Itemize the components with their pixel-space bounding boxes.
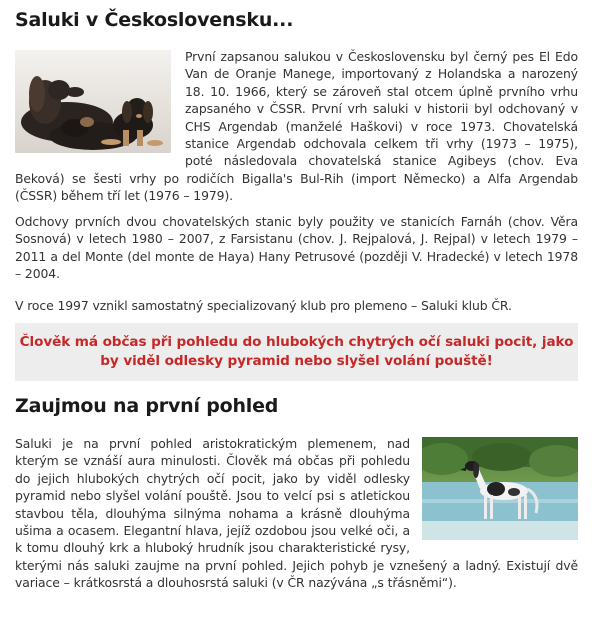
first-look-paragraph: Saluki je na první pohled aristokratickým plemenem, nad kterým se vznáší aura minulosti. Člověk má občas při pohledu do jejich hlubokých chytrých očí pocit, jako by viděl odlesky pyramid nebo slyšel volání pouště. Jsou to velcí psi s atletickou stavbou těla, dlouhýma silnýma nohama a krásně dlouhýma ušima a ocasem. Elegantní hlava, jejíž ozdobou jsou velké oči, a k tomu dlouhý krk a hluboký hrudník jsou charakteristické rysy, kterými nás saluki zaujme na první pohled. Jejich pohyb je vznešený a ladný. Existují dvě variace – krátkosrstá a dlouhosrstá saluki (v ČR nazývána „s třásněmi“).	[15, 436, 578, 591]
section-heading-history: Saluki v Československu...	[15, 9, 294, 31]
saluki-standing-photo	[422, 437, 578, 540]
history-paragraph: První zapsanou salukou v Československu byl černý pes El Edo Van de Oranje Manege, importovaný z Holandska a narozený 18. 10. 1966, který se zároveň stal otcem úplně prvního vrhu zapsaného v ČSSR. První vrh saluki v historii byl odchovaný v CHS Argendab (manželé Haškovi) v roce 1973. Chovatelská stanice Argendab odchovala celkem tři vrhy (1973 – 1975), poté následovala chovatelská stanice Agibeys (chov. Eva Beková) se šesti vrhy po rodičích Bigalla's Bul-Rih (import Německo) a Alfa Argendab (ČSSR) během tří let (1976 – 1979).	[15, 49, 578, 204]
club-paragraph: V roce 1997 vznikl samostatný specializovaný klub pro plemeno – Saluki klub ČR.	[15, 298, 512, 313]
section-heading-first-look: Zaujmou na první pohled	[15, 395, 279, 417]
history-block	[15, 48, 578, 205]
salukis-lying-photo	[15, 50, 171, 153]
first-look-block	[15, 435, 578, 592]
salukis-lying-image	[15, 50, 171, 153]
breeding-kennels-paragraph: Odchovy prvních dvou chovatelských stanic byly použity ve stanicích Farnáh (chov. Věra Sosnová) v letech 1980 – 2007, z Farsistanu (chov. J. Rejpalová, J. Rejpal) v letech 1979 – 2011 a del Monte (del monte de Haya) Hany Petrusové (později V. Hradecké) v letech 1978 – 2004.	[15, 214, 578, 282]
highlight-quote: Člověk má občas při pohledu do hlubokých chytrých očí saluki pocit, jako by viděl odlesky pyramid nebo slyšel volání pouště!	[19, 334, 574, 369]
highlight-quote-box	[15, 323, 578, 381]
saluki-standing-image	[422, 437, 578, 540]
